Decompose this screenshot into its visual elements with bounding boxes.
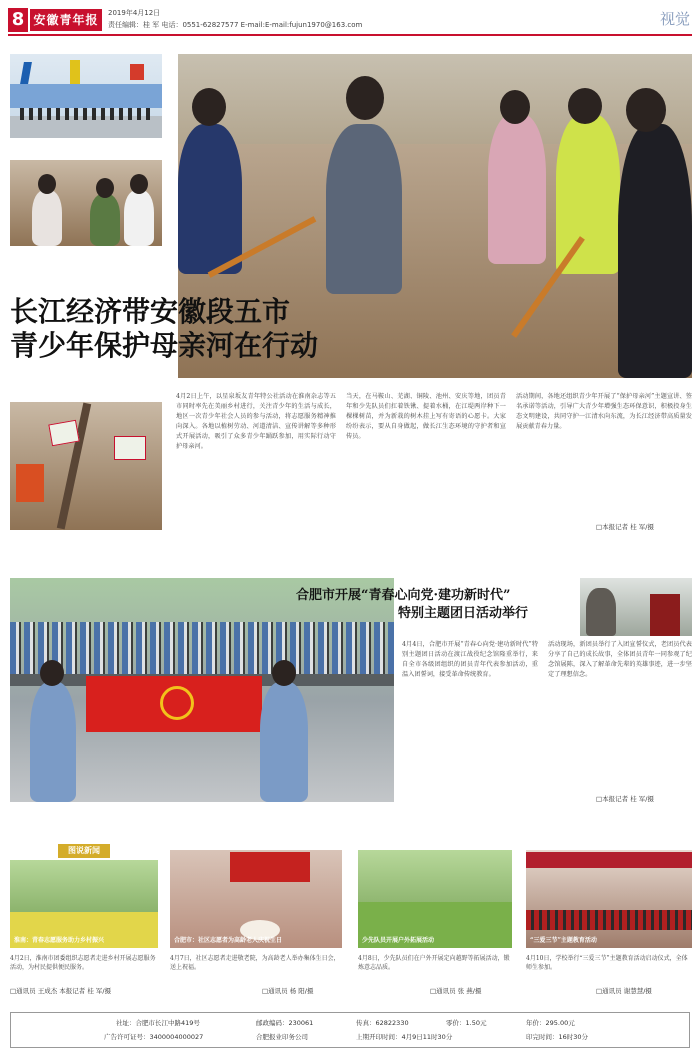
footer-annual-price: 年价：295.00元	[526, 1019, 575, 1027]
bottom-caption-3-title: 少先队员开展户外拓展活动	[362, 937, 435, 944]
footer-postcode: 邮政编码：230061	[256, 1019, 314, 1027]
footer-address: 社址：合肥市长江中路419号	[116, 1019, 200, 1027]
photo-bottom-1	[10, 860, 158, 948]
bottom-caption-1-title: 淮南：青春志愿服务助力乡村振兴	[14, 937, 105, 944]
header-rule	[8, 34, 692, 36]
story2-byline: □本报记者 桂 军/摄	[596, 795, 654, 803]
footer-single-price: 零价：1.50元	[446, 1019, 487, 1027]
photo-ceremony	[10, 54, 162, 138]
footer-print-start: 上期开印时间：4月9日11时30分	[356, 1033, 453, 1041]
date-line: 2019年4月12日	[108, 9, 161, 17]
story1-column-1: 4月2日上午，以星泉坂友青年特公社活动在淮南杂志等五市同时率先在美丽乡村进行，关注青少年的生活与成长，地区一次青少年社会人员的参与活动，将志愿服务精神推向深入。各地以植树劳动、河道清洁、宣传讲解等多种形式开展活动，吸引了众多青少年踊跃参加，用实际行动守护母亲河。	[176, 393, 336, 450]
bottom-caption-4-text: 4月10日，学校举行“三爱三节”主题教育活动启动仪式，全体师生参加。	[526, 955, 688, 971]
bottom-byline-3: □通讯员 张 燕/摄	[430, 987, 482, 995]
photo-bottom-2	[170, 850, 342, 948]
bottom-byline-1: □通讯员 王成杰 本报记者 桂 军/摄	[10, 987, 112, 995]
footer-printer: 合肥报业印务公司	[256, 1033, 308, 1041]
masthead: 安徽青年报	[30, 9, 102, 31]
bottom-caption-2-text: 4月7日，社区志愿者走进敬老院，为高龄老人举办集体生日会，送上祝福。	[170, 955, 340, 971]
footer-fax: 传真：62822330	[356, 1019, 409, 1027]
bottom-byline-2: □通讯员 杨 阳/摄	[262, 987, 314, 995]
story1-column-2: 当天，在马鞍山、芜湖、铜陵、池州、安庆等地，团员青年和少先队员们扛着铁锹、提着水桶，在江堤两岸种下一棵棵树苗，并为新栽的树木挂上写有寄语的心愿卡。大家纷纷表示，要从自身做起，做长江生态环境的守护者和宣传员。	[346, 393, 506, 440]
story1-byline: □本报记者 桂 军/摄	[596, 523, 654, 531]
editor-contact-line: 责任编辑：桂 军 电话：0551-62827577 E-mail:E-mail:fujun1970@163.com	[108, 21, 363, 29]
bottom-caption-1-text: 4月2日，淮南市团委组织志愿者走进乡村开展志愿服务活动，为村民提供便民服务。	[10, 955, 156, 971]
photo-bottom-4	[526, 850, 692, 948]
section-tag: 视觉	[659, 10, 690, 28]
photo-wish-cards	[10, 402, 162, 530]
bottom-caption-2-title: 合肥市：社区志愿者为高龄老人庆祝生日	[174, 937, 283, 944]
story1-column-3: 活动期间，各地还组织青少年开展了“保护母亲河”主题宣讲、签名承诺等活动，引导广大青少年增强生态环保意识，积极投身生态文明建设，共同守护一江清水向东流，为长江经济带高质量发展贡献青春力量。	[516, 393, 692, 430]
story2-column-1: 4月4日，合肥市开展“青春心向党·建功新时代”特别主题团日活动在渡江战役纪念馆隆重举行，来自全市各级团组织的团员青年代表参加活动，重温入团誓词，接受革命传统教育。	[402, 641, 538, 678]
photo-league-day-group	[10, 578, 394, 802]
story1-headline-line1: 长江经济带安徽段五市	[10, 295, 291, 328]
story2-headline-line2: 特别主题团日活动举行	[398, 606, 529, 621]
story2-headline-line1: 合肥市开展“青春心向党·建功新时代”	[296, 588, 511, 603]
footer-box	[10, 1012, 690, 1048]
page-number: 8	[8, 8, 28, 32]
news-banner: 图说新闻	[58, 844, 110, 858]
story1-headline-line2: 青少年保护母亲河在行动	[10, 329, 319, 362]
bottom-caption-4-title: “三爱三节”主题教育活动	[530, 937, 597, 944]
photo-students-planting	[10, 160, 162, 246]
photo-bottom-3	[358, 850, 512, 948]
footer-license: 广告许可证号：3400004000027	[104, 1033, 204, 1041]
story2-column-2: 活动现场，新团员举行了入团宣誓仪式，老团员代表分享了自己的成长故事，全体团员青年一同参观了纪念馆展陈，深入了解革命先辈的英雄事迹，进一步坚定了理想信念。	[548, 641, 692, 678]
bottom-byline-4: □通讯员 谢慧慧/摄	[596, 987, 652, 995]
photo-statue	[580, 578, 692, 636]
bottom-caption-3-text: 4月8日，少先队员们在户外开展定向越野等拓展活动，锻炼意志品质。	[358, 955, 510, 971]
footer-print-end: 印完时间：16时30分	[526, 1033, 589, 1041]
